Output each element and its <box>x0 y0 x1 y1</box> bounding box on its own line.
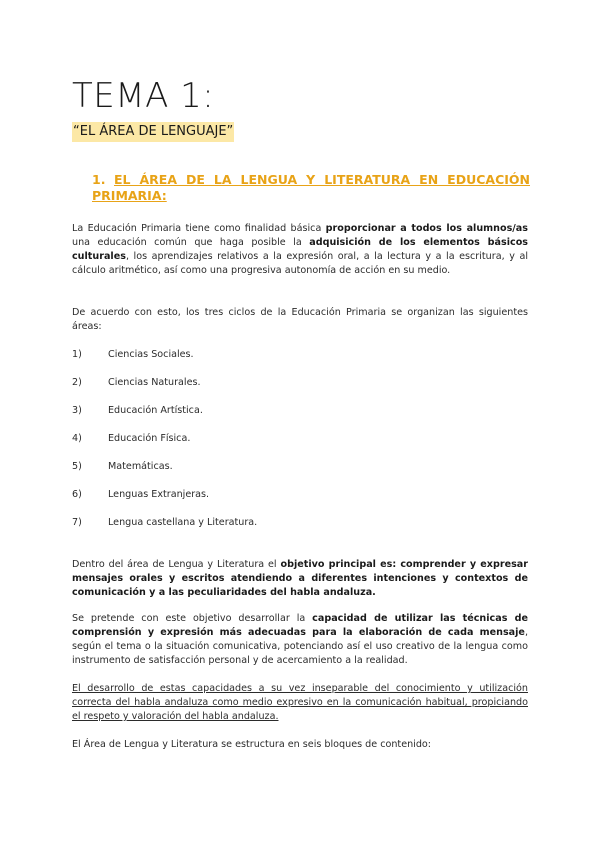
list-label: Educación Física. <box>108 433 191 444</box>
text-run: una educación común que haga posible la <box>72 237 310 248</box>
section-number: 1. <box>92 172 106 187</box>
list-number: 4) <box>72 433 82 444</box>
text-run: , según el tema o la situación comunicativa, potenciando así el uso creativo de la lengua como instrumento de satisfacción personal y de acercamiento a la realidad. <box>72 627 528 666</box>
list-item <box>72 404 203 418</box>
list-label: Lengua castellana y Literatura. <box>108 517 258 528</box>
page-title: TEMA 1: <box>72 76 215 116</box>
text-run: La Educación Primaria tiene como finalidad básica <box>72 223 326 234</box>
list-label: Matemáticas. <box>108 461 173 472</box>
list-label: Educación Artística. <box>108 405 203 416</box>
section-heading-text: EL ÁREA DE LA LENGUA Y LITERATURA EN EDUCACIÓN PRIMARIA: <box>92 172 530 203</box>
text-run: Se pretende con este objetivo desarrollar la <box>72 613 313 624</box>
list-number: 2) <box>72 377 82 388</box>
section-heading <box>92 172 530 204</box>
page-subtitle: “EL ÁREA DE LENGUAJE” <box>72 122 234 142</box>
paragraph-objective <box>72 558 528 600</box>
list-number: 3) <box>72 405 82 416</box>
text-run: Dentro del área de Lengua y Literatura el <box>72 559 281 570</box>
list-label: Ciencias Naturales. <box>108 377 201 388</box>
paragraph-andalusian-speech: El desarrollo de estas capacidades a su vez inseparable del conocimiento y utilización correcta del habla andaluza como medio expresivo en la comunicación habitual, propiciando el respeto y valoración del habla andaluza. <box>72 683 528 722</box>
list-item <box>72 348 194 362</box>
paragraph-areas-intro: De acuerdo con esto, los tres ciclos de la Educación Primaria se organizan las siguientes áreas: <box>72 307 528 332</box>
text-run: , los aprendizajes relativos a la expresión oral, a la lectura y a la escritura, y al cálculo aritmético, así como una progresiva autonomía de acción en su medio. <box>72 251 528 276</box>
paragraph-capacity <box>72 612 528 668</box>
list-number: 5) <box>72 461 82 472</box>
paragraph-content-blocks: El Área de Lengua y Literatura se estructura en seis bloques de contenido: <box>72 739 432 750</box>
bold-run: adquisición de los elementos básicos culturales <box>72 237 528 262</box>
paragraph-intro <box>72 222 528 278</box>
list-item <box>72 376 201 390</box>
list-item <box>72 488 209 502</box>
list-label: Lenguas Extranjeras. <box>108 489 210 500</box>
bold-run: capacidad de utilizar las técnicas de comprensión y expresión más adecuadas para la elaboración de cada mensaje <box>72 613 528 638</box>
list-number: 7) <box>72 517 82 528</box>
list-item <box>72 516 257 530</box>
list-number: 6) <box>72 489 82 500</box>
list-item <box>72 460 173 474</box>
bold-run: proporcionar a todos los alumnos/as <box>325 223 528 234</box>
list-number: 1) <box>72 349 82 360</box>
bold-run: objetivo principal es: comprender y expresar mensajes orales y escritos atendiendo a diferentes intenciones y contextos de comunicación y a las peculiaridades del habla andaluza. <box>72 559 528 598</box>
list-item <box>72 432 190 446</box>
list-label: Ciencias Sociales. <box>108 349 194 360</box>
